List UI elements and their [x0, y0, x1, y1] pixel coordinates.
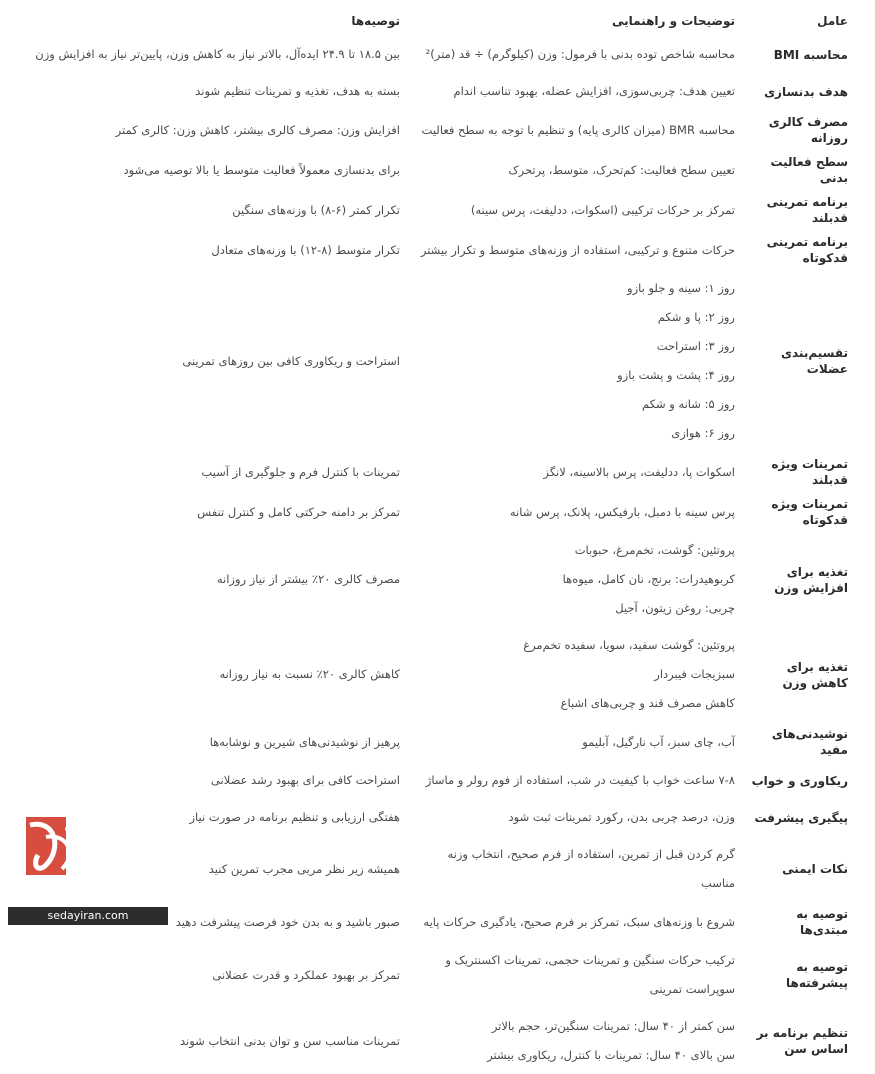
row-rec-line: تکرار کمتر (۶-۸) با وزنه‌های سنگین: [232, 202, 400, 217]
row-factor: نوشیدنی‌های مفید: [771, 727, 848, 757]
row-rec-line: مصرف کالری ۲۰٪ بیشتر از نیاز روزانه: [216, 572, 400, 586]
table-row: [12, 492, 852, 532]
row-desc: [404, 230, 739, 270]
row-factor: توصیه به مبتدی‌ها: [796, 907, 848, 937]
row-rec: [12, 230, 404, 270]
row-rec-line: تمرکز بر دامنه حرکتی کامل و کنترل تنفس: [197, 504, 400, 519]
row-rec-line: پرهیز از نوشیدنی‌های شیرین و نوشابه‌ها: [209, 734, 400, 749]
row-factor: تنظیم برنامه بر اساس سن: [756, 1026, 848, 1056]
row-factor: سطح فعالیت بدنی: [770, 155, 848, 185]
table-row: [12, 627, 852, 722]
site-watermark: [8, 809, 168, 925]
table-row: [12, 722, 852, 762]
row-desc-line: ۷-۸ ساعت خواب با کیفیت در شب، استفاده از فوم رولر و ماساژ: [425, 773, 735, 787]
table-row: [12, 36, 852, 73]
row-desc-line: چربی: روغن زیتون، آجیل: [615, 601, 735, 615]
row-desc-line: تعیین سطح فعالیت: کم‌تحرک، متوسط، پرتحرک: [508, 162, 735, 177]
row-desc-line: ترکیب حرکات سنگین و تمرینات حجمی، تمرینات اکسنتریک و سوپراست تمرینی: [445, 953, 735, 996]
row-desc: [404, 190, 739, 230]
row-desc-line: تعیین هدف: چربی‌سوزی، افزایش عضله، بهبود تناسب اندام: [453, 84, 735, 98]
row-desc-line: پروتئین: گوشت سفید، سویا، سفیده تخم‌مرغ: [523, 638, 735, 652]
watermark-site-text: sedayiran.com: [8, 907, 168, 925]
table-row: [12, 190, 852, 230]
row-desc-line: روز ۲: پا و شکم: [657, 310, 735, 324]
table-row: [12, 110, 852, 150]
row-factor: تغذیه برای کاهش وزن: [782, 659, 848, 690]
row-factor: تقسیم‌بندی عضلات: [781, 346, 848, 376]
table-row: [12, 452, 852, 492]
row-rec-line: استراحت و ریکاوری کافی بین روزهای تمرینی: [182, 353, 400, 368]
row-rec-line: تکرار متوسط (۸-۱۲) با وزنه‌های متعادل: [211, 242, 400, 257]
row-desc-line: روز ۳: استراحت: [656, 339, 735, 353]
header-rec: توصیه‌ها: [351, 14, 400, 28]
row-desc: [404, 799, 739, 836]
row-desc-line: پرس سینه با دمبل، بارفیکس، پلانک، پرس شانه: [509, 504, 735, 519]
row-factor: هدف بدنسازی: [764, 84, 848, 99]
row-desc-line: آب، چای سبز، آب نارگیل، آبلیمو: [582, 734, 735, 749]
row-desc: [404, 762, 739, 799]
row-desc: [404, 110, 739, 150]
row-desc: [404, 492, 739, 532]
row-desc: [404, 73, 739, 110]
row-desc-line: حرکات متنوع و ترکیبی، استفاده از وزنه‌های متوسط و تکرار بیشتر: [420, 242, 735, 257]
header-factor: عامل: [817, 14, 848, 28]
row-factor: محاسبه BMI: [773, 47, 848, 62]
row-desc-line: محاسبه BMR (میزان کالری پایه) و تنظیم با توجه به سطح فعالیت: [421, 122, 735, 137]
table-row: [12, 532, 852, 627]
row-desc-line: شروع با وزنه‌های سبک، تمرکز بر فرم صحیح، یادگیری حرکات پایه: [423, 914, 735, 929]
row-desc: [404, 942, 739, 1008]
row-factor: برنامه تمرینی قدکوتاه: [766, 235, 848, 265]
row-desc-line: سبزیجات فیبردار: [654, 667, 735, 681]
row-rec-line: تمرینات مناسب سن و توان بدنی انتخاب شوند: [179, 1033, 400, 1048]
row-desc: [404, 150, 739, 190]
row-rec: [12, 492, 404, 532]
row-desc: [404, 532, 739, 627]
row-desc: [404, 270, 739, 452]
row-rec: [12, 452, 404, 492]
row-rec: [12, 627, 404, 722]
row-rec: [12, 762, 404, 799]
row-factor: تغذیه برای افزایش وزن: [774, 564, 848, 595]
row-desc: [404, 627, 739, 722]
row-desc: [404, 836, 739, 902]
header-desc: توضیحات و راهنمایی: [612, 14, 735, 28]
table-row: [12, 230, 852, 270]
row-factor: پیگیری پیشرفت: [754, 810, 848, 825]
row-rec: [12, 270, 404, 452]
row-desc-line: سن کمتر از ۴۰ سال: تمرینات سنگین‌تر، حجم بالاتر: [491, 1019, 735, 1033]
row-rec: [12, 1008, 404, 1074]
row-factor: تمرینات ویژه قدبلند: [771, 457, 848, 487]
row-desc-line: روز ۶: هوازی: [671, 426, 735, 440]
sedayiran-logo-icon: [16, 809, 86, 905]
row-desc-line: تمرکز بر حرکات ترکیبی (اسکوات، ددلیفت، پرس سینه): [470, 202, 735, 217]
table-row: [12, 73, 852, 110]
row-rec-line: بسته به هدف، تغذیه و تمرینات تنظیم شوند: [195, 84, 400, 98]
row-desc: [404, 902, 739, 942]
row-desc: [404, 452, 739, 492]
row-desc-line: کاهش مصرف قند و چربی‌های اشباع: [560, 696, 735, 710]
row-rec-line: صبور باشید و به بدن خود فرصت پیشرفت دهید: [175, 914, 400, 929]
row-rec-line: تمرکز بر بهبود عملکرد و قدرت عضلانی: [212, 967, 400, 982]
row-rec: [12, 110, 404, 150]
table-header-row: [12, 6, 852, 36]
row-desc-line: روز ۵: شانه و شکم: [641, 397, 735, 411]
row-rec: [12, 190, 404, 230]
row-rec-line: برای بدنسازی معمولاً فعالیت متوسط یا بالا توصیه می‌شود: [123, 162, 400, 177]
row-factor: مصرف کالری روزانه: [768, 115, 848, 145]
table-row: [12, 762, 852, 799]
row-desc-line: روز ۱: سینه و جلو بازو: [627, 281, 735, 295]
row-rec-line: افزایش وزن: مصرف کالری بیشتر، کاهش وزن: کالری کمتر: [115, 122, 400, 137]
row-desc-line: وزن، درصد چربی بدن، رکورد تمرینات ثبت شود: [508, 810, 735, 824]
row-desc: [404, 1008, 739, 1074]
row-rec: [12, 150, 404, 190]
row-rec: [12, 532, 404, 627]
row-factor: برنامه تمرینی قدبلند: [766, 195, 848, 225]
row-desc-line: اسکوات پا، ددلیفت، پرس بالاسینه، لانگز: [543, 464, 735, 479]
row-rec-line: همیشه زیر نظر مربی مجرب تمرین کنید: [208, 861, 400, 876]
row-desc-line: کربوهیدرات: برنج، نان کامل، میوه‌ها: [562, 572, 735, 586]
row-factor: ریکاوری و خواب: [751, 773, 848, 788]
row-rec: [12, 73, 404, 110]
table-row: [12, 270, 852, 452]
row-rec-line: هفتگی ارزیابی و تنظیم برنامه در صورت نیاز: [189, 810, 400, 824]
row-rec: [12, 36, 404, 73]
table-row: [12, 942, 852, 1008]
row-factor: توصیه به پیشرفته‌ها: [786, 960, 848, 990]
row-rec: [12, 942, 404, 1008]
row-desc-line: سن بالای ۴۰ سال: تمرینات با کنترل، ریکاوری بیشتر: [487, 1048, 735, 1062]
row-desc-line: روز ۴: پشت و پشت بازو: [617, 368, 735, 382]
row-rec-line: استراحت کافی برای بهبود رشد عضلانی: [210, 773, 400, 787]
row-desc: [404, 722, 739, 762]
row-factor: تمرینات ویژه قدکوتاه: [771, 497, 848, 527]
row-desc-line: پروتئین: گوشت، تخم‌مرغ، حبوبات: [574, 543, 735, 557]
row-rec-line: بین ۱۸.۵ تا ۲۴.۹ ایده‌آل، بالاتر نیاز به کاهش وزن، پایین‌تر نیاز به افزایش وزن: [35, 47, 400, 61]
row-desc-line: گرم کردن قبل از تمرین، استفاده از فرم صحیح، انتخاب وزنه مناسب: [447, 847, 735, 890]
row-rec-line: تمرینات با کنترل فرم و جلوگیری از آسیب: [201, 464, 400, 479]
row-rec-line: کاهش کالری ۲۰٪ نسبت به نیاز روزانه: [219, 667, 400, 681]
row-factor: نکات ایمنی: [782, 862, 848, 876]
table-row: [12, 150, 852, 190]
row-desc: [404, 36, 739, 73]
row-desc-line: محاسبه شاخص توده بدنی با فرمول: وزن (کیلوگرم) ÷ قد (متر)²: [425, 47, 735, 61]
row-rec: [12, 722, 404, 762]
table-row: [12, 1008, 852, 1074]
